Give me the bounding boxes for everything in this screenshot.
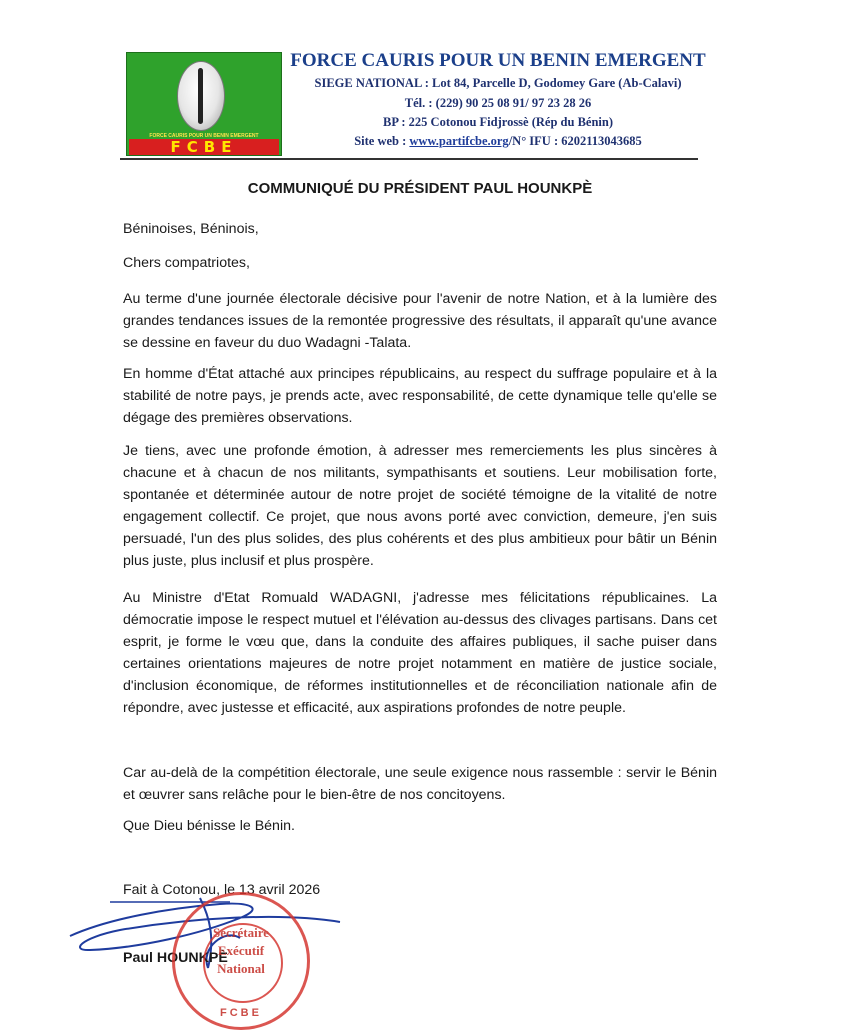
website-label: Site web : [354, 134, 407, 148]
paragraph-1: Au terme d'une journée électorale décisive pour l'avenir de notre Nation, et à la lumière des grandes tendances issues de la remontée progressive des résultats, il apparaît qu'une avance se dessine en faveur du duo Wadagni -Talata. [123, 291, 717, 351]
stamp-line-1: Secrétaire [212, 925, 270, 940]
po-box: BP : 225 Cotonou Fidjrossè (Rép du Bénin) [382, 115, 613, 129]
paragraph-4: Au Ministre d'Etat Romuald WADAGNI, j'adresse mes félicitations républicaines. La démocratie impose le respect mutuel et l'élévation au-dessus des clivages partisans. Dans cet esprit, je forme le vœu que, dans la conduite des affaires publiques, il sache puiser dans certaines orientations majeures de notre projet notamment en matière de justice sociale, d'inclusion économique, de réformes institutionnelles et de réconciliation nationale afin de répondre, avec justesse et efficacité, aux aspirations profondes de notre peuple. [123, 590, 717, 716]
cowrie-shell-icon [177, 61, 225, 131]
ifu-number: /N° IFU : 6202113043685 [508, 134, 642, 148]
signatory-name: Paul HOUNKPÈ [123, 950, 228, 966]
paragraph-3: Je tiens, avec une profonde émotion, à adresser mes remerciements les plus sincères à chacune et à chacun de nos militants, sympathisants et soutiens. Leur mobilisation forte, spontanée et déterminée autour de notre projet de société témoigne de la vitalité de notre engagement collectif. Ce projet, que nous avons porté avec conviction, demeure, j'en suis persuadé, l'un des plus solides, des plus cohérents et des plus ambitieux pour bâtir un Bénin plus juste, plus inclusif et plus prospère. [123, 443, 717, 569]
place-and-date: Fait à Cotonou, le 13 avril 2026 [123, 882, 321, 898]
phone-numbers: Tél. : (229) 90 25 08 91/ 97 23 28 26 [404, 96, 592, 110]
paragraph-5: Car au-delà de la compétition électorale, une seule exigence nous rassemble : servir le Bénin et œuvrer sans relâche pour le bien-être de nos concitoyens. [123, 765, 717, 803]
closing-blessing: Que Dieu bénisse le Bénin. [123, 818, 295, 834]
stamp-bottom: FCBE [220, 1007, 262, 1019]
header-divider [120, 158, 698, 160]
website-line [288, 134, 708, 149]
document-title: COMMUNIQUÉ DU PRÉSIDENT PAUL HOUNKPÈ [247, 180, 593, 197]
fcbe-logo [126, 52, 282, 156]
official-stamp [172, 892, 310, 1030]
logo-acronym: FCBE [129, 139, 279, 155]
greeting-1: Béninoises, Béninois, [123, 221, 259, 237]
greeting-2: Chers compatriotes, [123, 255, 250, 271]
website-link[interactable]: www.partifcbe.org [409, 134, 509, 148]
national-seat: SIEGE NATIONAL : Lot 84, Parcelle D, Godomey Gare (Ab-Calavi) [314, 76, 682, 90]
party-name: FORCE CAURIS POUR UN BENIN EMERGENT [290, 50, 706, 71]
paragraph-2: En homme d'État attaché aux principes républicains, au respect du suffrage populaire et à la stabilité de notre pays, je prends acte, avec responsabilité, de cette dynamique telle qu'elle se dégage des premières observations. [123, 366, 717, 426]
logo-tagline: FORCE CAURIS POUR UN BENIN EMERGENT [149, 133, 259, 139]
stamp-line-2: Exécutif [217, 943, 265, 958]
stamp-line-3: National [217, 961, 265, 976]
